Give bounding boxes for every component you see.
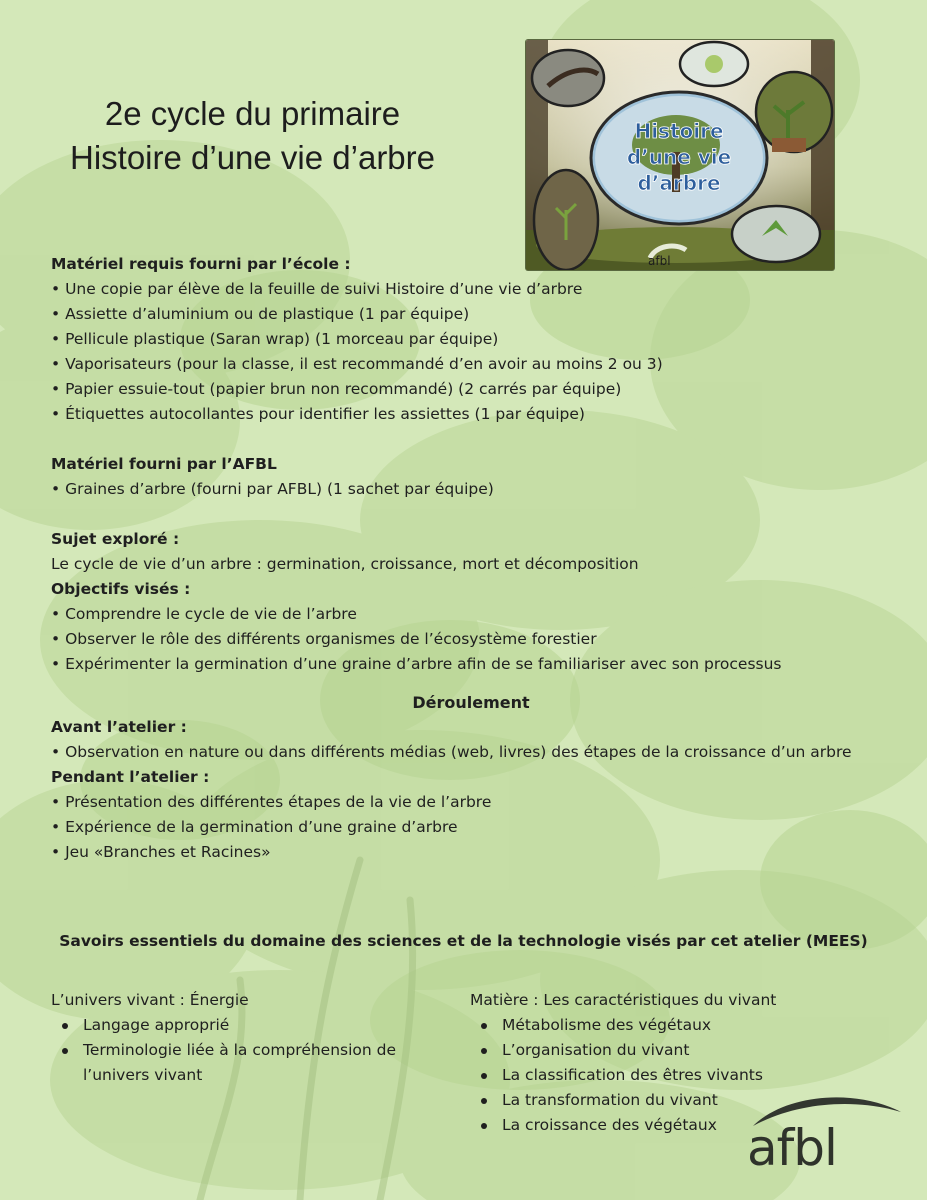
list-item: • Pellicule plastique (Saran wrap) (1 morceau par équipe) (51, 330, 499, 348)
list-item: • Expérimenter la germination d’une graine d’arbre afin de se familiariser avec son processus (51, 655, 782, 673)
afbl-logo (745, 1090, 905, 1180)
list-item: Langage approprié (51, 1013, 436, 1038)
list-item: La transformation du vivant (470, 1088, 810, 1113)
list-item: • Vaporisateurs (pour la classe, il est recommandé d’en avoir au moins 2 ou 3) (51, 355, 663, 373)
list-item: La croissance des végétaux (470, 1113, 810, 1138)
list-item: Métabolisme des végétaux (470, 1013, 810, 1038)
avant-atelier-text: • Observation en nature ou dans différents médias (web, livres) des étapes de la croissance d’un arbre (51, 743, 852, 761)
list-item: • Papier essuie-tout (papier brun non recommandé) (2 carrés par équipe) (51, 380, 622, 398)
hero-image (526, 40, 834, 270)
avant-atelier-heading: Avant l’atelier : (51, 718, 187, 736)
hero-title-line1: Histoire (634, 119, 724, 143)
list-item: • Présentation des différentes étapes de la vie de l’arbre (51, 793, 492, 811)
page-title-line1: 2e cycle du primaire (104, 95, 401, 132)
materiel-afbl-heading: Matériel fourni par l’AFBL (51, 455, 277, 473)
hero-logo-text: afbl (648, 254, 671, 268)
savoirs-heading: Savoirs essentiels du domaine des sciences et de la technologie visés par cet atelier (MEES) (59, 932, 868, 950)
list-item: • Graines d’arbre (fourni par AFBL) (1 sachet par équipe) (51, 480, 494, 498)
afbl-logo-text: afbl (747, 1119, 837, 1177)
list-item: • Comprendre le cycle de vie de l’arbre (51, 605, 357, 623)
sujet-text: Le cycle de vie d’un arbre : germination, croissance, mort et décomposition (51, 555, 639, 573)
page-title-line2: Histoire d’une vie d’arbre (69, 139, 435, 176)
main-text (51, 252, 891, 865)
savoirs-right-heading: Matière : Les caractéristiques du vivant (470, 991, 777, 1009)
list-item: • Une copie par élève de la feuille de suivi Histoire d’une vie d’arbre (51, 280, 583, 298)
list-item: La classification des êtres vivants (470, 1063, 810, 1088)
savoirs-left-column (51, 988, 436, 1088)
list-item: • Assiette d’aluminium ou de plastique (1 par équipe) (51, 305, 470, 323)
page-title (40, 92, 465, 180)
materiel-ecole-heading: Matériel requis fourni par l’école : (51, 255, 351, 273)
savoirs-left-heading: L’univers vivant : Énergie (51, 991, 249, 1009)
sujet-heading: Sujet exploré : (51, 530, 180, 548)
list-item: • Observer le rôle des différents organismes de l’écosystème forestier (51, 630, 597, 648)
list-item: • Expérience de la germination d’une graine d’arbre (51, 818, 458, 836)
objectifs-heading: Objectifs visés : (51, 580, 191, 598)
hero-title-line3: d’arbre (637, 171, 721, 195)
list-item: L’organisation du vivant (470, 1038, 810, 1063)
list-item: • Jeu «Branches et Racines» (51, 843, 271, 861)
pendant-atelier-heading: Pendant l’atelier : (51, 768, 210, 786)
hero-title-line2: d’une vie (626, 145, 732, 169)
deroulement-heading: Déroulement (412, 693, 530, 712)
list-item: Terminologie liée à la compréhension de l’univers vivant (51, 1038, 436, 1088)
list-item: • Étiquettes autocollantes pour identifier les assiettes (1 par équipe) (51, 405, 585, 423)
